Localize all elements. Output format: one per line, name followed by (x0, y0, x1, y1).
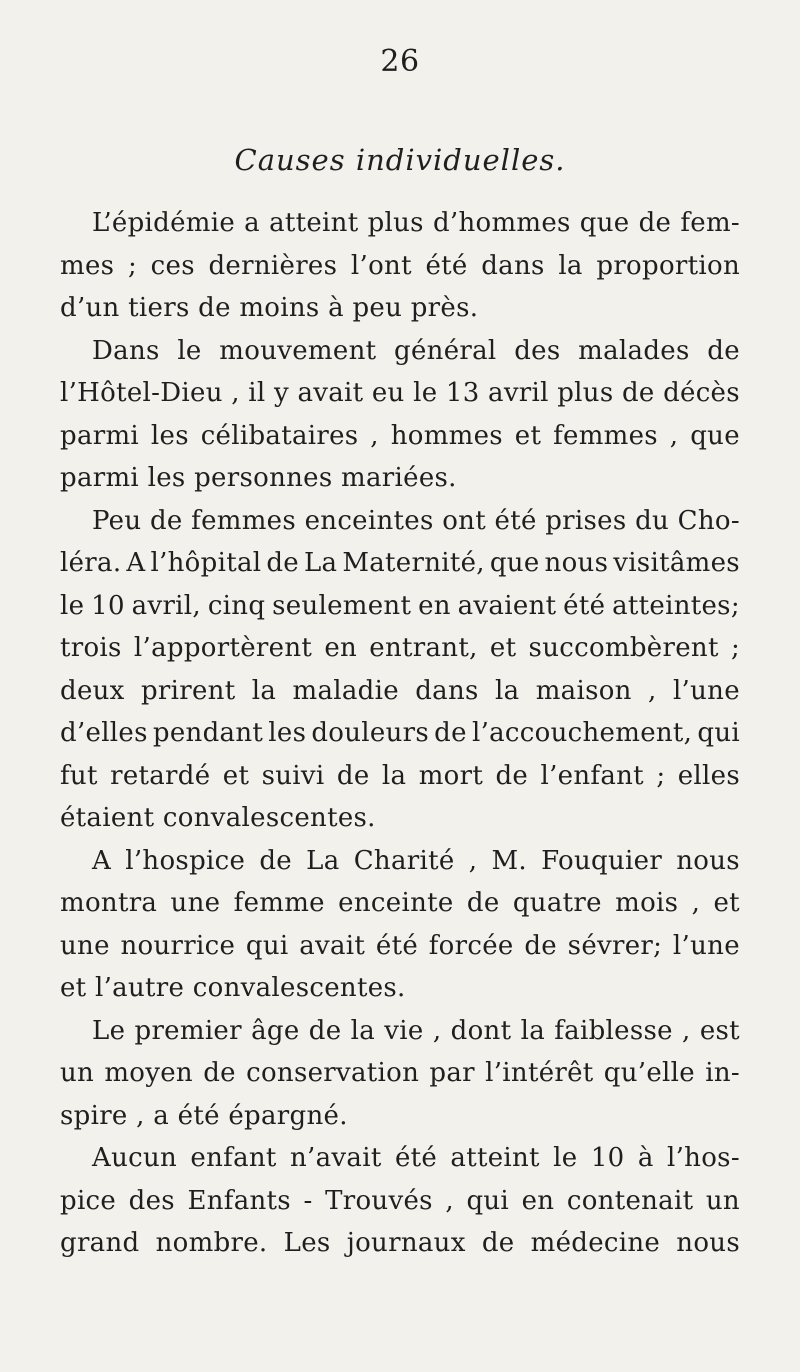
text-line: fut retardé et suivi de la mort de l’enfant ; elles (60, 760, 740, 791)
text-line: spire , a été épargné. (60, 1100, 348, 1131)
text-line: d’un tiers de moins à peu près. (60, 293, 479, 323)
section-title: Causes individuelles. (234, 143, 566, 177)
text-line: une nourrice qui avait été forcée de sévrer; l’une (60, 930, 740, 961)
text-line: mes ; ces dernières l’ont été dans la proportion (60, 250, 740, 281)
text-line: Peu de femmes enceintes ont été prises du Cho- (92, 505, 740, 536)
text-line: A l’hospice de La Charité , M. Fouquier nous (92, 845, 740, 876)
text-line: grand nombre. Les journaux de médecine nous (60, 1228, 740, 1258)
text-line: Le premier âge de la vie , dont la faiblesse , est (92, 1015, 740, 1046)
text-line: l’Hôtel-Dieu , il y avait eu le 13 avril plus de décès (60, 378, 740, 408)
text-line: montra une femme enceinte de quatre mois , et (60, 888, 740, 918)
text-line: d’elles pendant les douleurs de l’accouchement, qui (60, 718, 740, 748)
text-line: un moyen de conservation par l’intérêt qu’elle in- (60, 1058, 740, 1088)
text-line: étaient convalescentes. (60, 803, 376, 833)
text-line: Aucun enfant n’avait été atteint le 10 à l’hos- (92, 1143, 740, 1173)
text-line: pice des Enfants - Trouvés , qui en contenait un (60, 1185, 740, 1216)
text-line: et l’autre convalescentes. (60, 973, 406, 1003)
text-line: parmi les personnes mariées. (60, 463, 457, 493)
text-line: L’épidémie a atteint plus d’hommes que de fem- (92, 208, 740, 238)
body-text (60, 202, 740, 1265)
text-line: léra. A l’hôpital de La Maternité, que nous visitâmes (60, 548, 740, 578)
text-line: Dans le mouvement général des malades de (92, 335, 740, 366)
text-line: deux prirent la maladie dans la maison , l’une (60, 675, 740, 706)
text-line: le 10 avril, cinq seulement en avaient été atteintes; (60, 590, 740, 621)
page-number: 26 (380, 44, 420, 79)
text-line: trois l’apportèrent en entrant, et succombèrent ; (60, 633, 740, 663)
text-line: parmi les célibataires , hommes et femmes , que (60, 420, 740, 451)
